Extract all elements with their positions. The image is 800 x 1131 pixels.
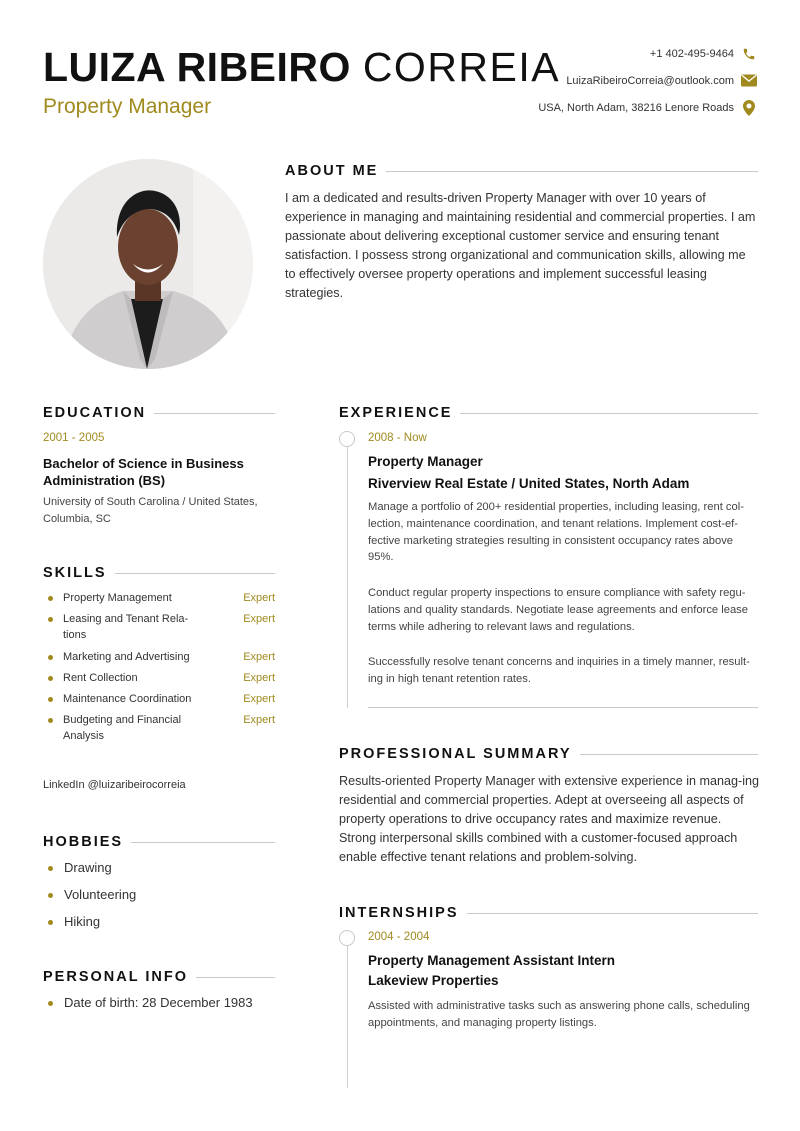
- internships-heading: [339, 905, 758, 921]
- skills-heading-text: SKILLS: [43, 565, 107, 581]
- skill-level: Expert: [243, 714, 275, 726]
- experience-heading: [339, 405, 758, 421]
- bullet-dot: [48, 718, 53, 723]
- internship-date: 2004 - 2004: [368, 931, 430, 943]
- bullet-dot: [48, 697, 53, 702]
- personal-info-heading-text: PERSONAL INFO: [43, 969, 188, 985]
- internships-heading-rule: [467, 913, 759, 914]
- skill-item: [43, 649, 275, 670]
- hobbies-heading-text: HOBBIES: [43, 834, 124, 850]
- education-date: 2001 - 2005: [43, 432, 105, 444]
- experience-end-rule: [368, 707, 758, 708]
- bullet-dot: [48, 893, 53, 898]
- personal-info-list: [43, 994, 275, 1012]
- skill-item: [43, 712, 275, 746]
- summary-heading-rule: [580, 754, 758, 755]
- skill-name: Maintenance Coordination: [63, 693, 192, 705]
- experience-date: 2008 - Now: [368, 432, 427, 444]
- skill-item: [43, 590, 275, 611]
- hobby-item: [43, 913, 275, 940]
- experience-title: Property Manager: [368, 454, 483, 469]
- email-icon: [741, 73, 757, 89]
- personal-info-text: Date of birth: 28 December 1983: [64, 995, 253, 1010]
- linkedin-handle[interactable]: LinkedIn @luizaribeirocorreia: [43, 779, 186, 791]
- internship-company: Lakeview Properties: [368, 973, 499, 988]
- email-text[interactable]: LuizaRibeiroCorreia@outlook.com: [566, 74, 734, 87]
- personal-info-heading-rule: [196, 977, 275, 978]
- skill-level: Expert: [243, 672, 275, 684]
- experience-paragraph: Conduct regular property inspections to ensure compliance with safety regu-lations and quality standards. Negotiate lease agreements and enforce lease terms while adhering to relevant laws and regulations.: [368, 587, 748, 633]
- experience-heading-text: EXPERIENCE: [339, 405, 453, 421]
- hobby-item: [43, 886, 275, 913]
- skill-name: Rent Collection: [63, 672, 138, 684]
- experience-paragraph: Manage a portfolio of 200+ residential properties, including leasing, rent col-lection, maintenance coordination, and tenant relations. Implement cost-ef-fective marketing strategies resulting in consistent occupancy rates above 95%.: [368, 501, 744, 564]
- summary-text: Results-oriented Property Manager with extensive experience in manag-ing residential and commercial properties. Adept at overseeing all aspects of property operations to drive occupancy rates and maximize revenue. Strong interpersonal skills combined with a customer-focused approach enable effective tenant relations and problem-solving.: [339, 774, 760, 864]
- internships-heading-text: INTERNSHIPS: [339, 905, 459, 921]
- bullet-dot: [48, 596, 53, 601]
- skills-heading: [43, 565, 275, 581]
- skill-name: Budgeting and Financial Analysis: [63, 714, 182, 742]
- hobbies-heading: [43, 834, 275, 850]
- address-text: USA, North Adam, 38216 Lenore Roads: [538, 101, 734, 114]
- bullet-dot: [48, 1001, 53, 1006]
- experience-heading-rule: [460, 413, 758, 414]
- skill-level: Expert: [243, 693, 275, 705]
- education-heading-text: EDUCATION: [43, 405, 147, 421]
- skill-name: Marketing and Advertising: [63, 651, 190, 663]
- about-heading: [285, 163, 758, 179]
- summary-heading-text: PROFESSIONAL SUMMARY: [339, 746, 572, 762]
- hobbies-list: [43, 859, 275, 940]
- education-school: University of South Carolina / United States, Columbia, SC: [43, 496, 258, 525]
- hobby-text: Drawing: [64, 860, 112, 875]
- education-degree: Bachelor of Science in Business Administration (BS): [43, 456, 244, 488]
- hobby-text: Volunteering: [64, 887, 137, 902]
- bullet-dot: [48, 920, 53, 925]
- bullet-dot: [48, 617, 53, 622]
- experience-company: Riverview Real Estate / United States, North Adam: [368, 476, 690, 491]
- candidate-name: [43, 44, 560, 90]
- skill-level: Expert: [243, 592, 275, 604]
- bullet-dot: [48, 676, 53, 681]
- skill-item: [43, 670, 275, 691]
- contact-address: [538, 94, 757, 121]
- experience-timeline-marker: [339, 431, 355, 447]
- internship-description: Assisted with administrative tasks such as answering phone calls, scheduling appointments, and managing property listings.: [368, 1000, 750, 1029]
- experience-paragraph: Successfully resolve tenant concerns and inquiries in a timely manner, result-ing in high tenant retention rates.: [368, 656, 750, 685]
- bullet-dot: [48, 866, 53, 871]
- internship-timeline-line: [347, 946, 348, 1088]
- bullet-dot: [48, 655, 53, 660]
- profile-photo: [43, 159, 253, 369]
- last-name: CORREIA: [362, 44, 561, 90]
- skill-item: [43, 611, 275, 649]
- job-title: Property Manager: [43, 95, 212, 118]
- skills-list: [43, 590, 275, 746]
- first-name: LUIZA RIBEIRO: [43, 44, 351, 90]
- about-heading-rule: [386, 171, 758, 172]
- contact-phone: [538, 40, 757, 67]
- internship-timeline-marker: [339, 930, 355, 946]
- hobby-text: Hiking: [64, 914, 101, 929]
- education-heading-rule: [154, 413, 275, 414]
- contact-block: [538, 40, 757, 121]
- education-heading: [43, 405, 275, 421]
- skill-name: Leasing and Tenant Rela-tions: [63, 613, 189, 641]
- skill-name: Property Management: [63, 592, 172, 604]
- location-icon: [741, 100, 757, 116]
- skills-heading-rule: [115, 573, 275, 574]
- phone-text[interactable]: +1 402-495-9464: [649, 47, 734, 60]
- summary-heading: [339, 746, 758, 762]
- phone-icon: [741, 46, 757, 62]
- personal-info-item: [43, 994, 275, 1012]
- hobbies-heading-rule: [131, 842, 275, 843]
- skill-level: Expert: [243, 613, 275, 625]
- experience-timeline-line: [347, 446, 348, 708]
- skill-item: [43, 691, 275, 712]
- hobby-item: [43, 859, 275, 886]
- personal-info-heading: [43, 969, 275, 985]
- contact-email: [538, 67, 757, 94]
- about-heading-text: ABOUT ME: [285, 163, 379, 179]
- internship-title: Property Management Assistant Intern: [368, 953, 616, 968]
- about-text: I am a dedicated and results-driven Property Manager with over 10 years of experience in managing and maintaining residential and commercial properties. I am passionate about delivering exceptional customer service and ensuring tenant satisfaction. I possess strong organizational and communication skills, allowing me to effectively oversee property operations and implement successful leasing strategies.: [285, 191, 756, 300]
- skill-level: Expert: [243, 651, 275, 663]
